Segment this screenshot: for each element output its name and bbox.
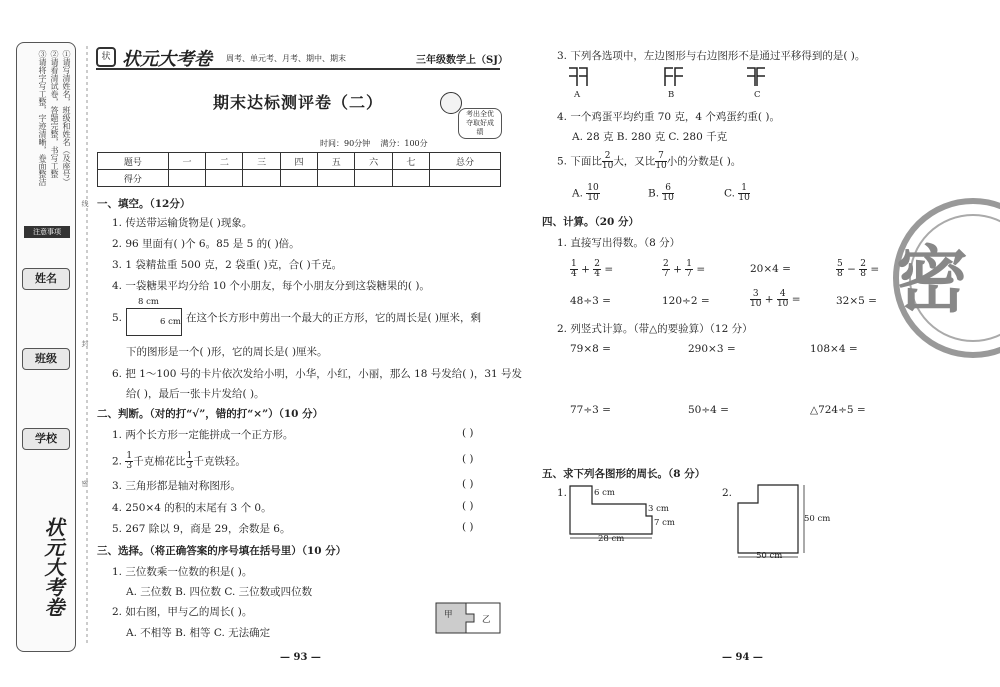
option-a-label: A — [574, 90, 581, 100]
calc-2: $\frac{2}{7}$ + $\frac{1}{7}$ = — [663, 259, 706, 279]
fraction: $\frac{1}{3}$ — [186, 451, 193, 471]
vertical-4: 77÷3 = — [570, 404, 611, 416]
option-c-figure — [747, 68, 765, 86]
q3-5-option-b: B. $\frac{6}{10}$ — [648, 183, 674, 203]
q2-2: 2. $\frac{1}{3}$ 千克棉花比 $\frac{1}{3}$ 千克铁轻。 — [112, 451, 246, 471]
q3-2-options: A. 不相等 B. 相等 C. 无法确定 — [126, 627, 271, 639]
option-b-figure — [665, 68, 683, 86]
exam-rules — [22, 50, 72, 230]
score-row — [98, 170, 501, 187]
rect-width-label: 8 cm — [138, 297, 159, 307]
seal-line-char-2: 封 — [81, 340, 89, 347]
school-field[interactable]: 学校 — [22, 428, 70, 450]
calc-1: $\frac{1}{4}$ + $\frac{2}{4}$ = — [571, 259, 614, 279]
q2-3: 3. 三角形都是轴对称图形。 — [112, 480, 241, 492]
q3-2: 2. 如右图，甲与乙的周长( )。 — [112, 606, 253, 618]
notice-label: 注意事项 — [24, 226, 70, 238]
class-field[interactable]: 班级 — [22, 348, 70, 370]
seal-line-char-3: 密 — [81, 480, 89, 487]
section-3-title: 三、选择。（将正确答案的序号填在括号里）（10 分） — [97, 545, 347, 557]
q3-4: 4. 一个鸡蛋平均约重 70 克，4 个鸡蛋约重( )。 — [557, 111, 780, 123]
q2-1: 1. 两个长方形一定能拼成一个正方形。 — [112, 429, 294, 441]
answer-paren[interactable]: ( ) — [462, 521, 474, 533]
seal-line-char-1: 线 — [81, 200, 89, 207]
section-4-title: 四、计算。（20 分） — [542, 216, 640, 228]
score-header: 三 — [243, 153, 280, 170]
q1-3: 3. 1 袋精盐重 500 克，2 袋重( )克，合( )千克。 — [112, 259, 343, 271]
brand-title: 状元大考卷 — [122, 49, 212, 70]
fraction: $\frac{1}{3}$ — [126, 451, 133, 471]
score-header: 一 — [168, 153, 205, 170]
sidebar-logo: 状元大考卷 — [41, 517, 65, 617]
q4-1: 1. 直接写出得数。（8 分） — [557, 237, 681, 249]
section-5-title: 五、求下列各图形的周长。（8 分） — [542, 468, 706, 480]
q1-4: 4. 一袋糖果平均分给 10 个小朋友，每个小朋友分到这袋糖果的( )。 — [112, 280, 430, 292]
calc-4: $\frac{5}{8}$ − $\frac{2}{8}$ = — [837, 259, 880, 279]
seal-character: 密 — [896, 237, 969, 322]
vertical-1: 79×8 = — [570, 343, 611, 355]
vertical-3: 108×4 = — [810, 343, 858, 355]
rect-height-label: 6 cm — [160, 317, 181, 327]
q1-5-text-b: 下的图形是一个( )形，它的周长是( )厘米。 — [126, 346, 328, 358]
figure-1-3cm: 3 cm — [648, 504, 669, 514]
exam-time: 时间：90分钟 满分：100分 — [320, 139, 428, 148]
option-a-figure — [569, 68, 587, 86]
q3-3: 3. 下列各选项中，左边图形与右边图形不是通过平移得到的是( )。 — [557, 50, 866, 62]
figure-2-width: 50 cm — [756, 551, 783, 561]
score-header: 五 — [318, 153, 355, 170]
calc-8: 32×5 = — [836, 295, 877, 307]
q3-5: 5. 下面比 $\frac{2}{10}$ 大，又比 $\frac{7}{10}$ 小的分数是( )。 — [557, 151, 742, 171]
q1-2: 2. 96 里面有( )个 6。85 是 5 的( )倍。 — [112, 238, 300, 250]
fraction: $\frac{7}{10}$ — [655, 151, 667, 171]
calc-3: 20×4 = — [750, 263, 791, 275]
rule-1: ①请写清姓名，班级和姓名（及座号） — [62, 50, 71, 186]
calc-5: 48÷3 = — [570, 295, 611, 307]
calc-7: $\frac{3}{10}$ + $\frac{4}{10}$ = — [750, 289, 801, 309]
q2-5: 5. 267 除以 9，商是 29，余数是 6。 — [112, 523, 291, 535]
q1-5-text-a: 在这个长方形中剪出一个最大的正方形，它的周长是( )厘米，剩 — [186, 312, 482, 324]
exam-title: 期末达标测评卷（二） — [212, 93, 383, 112]
figure-1-7cm: 7 cm — [654, 518, 675, 528]
figure-2-label: 2. — [722, 487, 733, 499]
figure-1-label: 1. — [557, 487, 568, 499]
q1-6-a: 6. 把 1～100 号的卡片依次发给小明，小华，小红，小丽，那么 18 号发给( )，31 号发 — [112, 368, 523, 380]
option-c-label: C — [754, 90, 761, 100]
score-table — [97, 152, 501, 187]
answer-paren[interactable]: ( ) — [462, 500, 474, 512]
vertical-2: 290×3 = — [688, 343, 736, 355]
section-1-title: 一、填空。（12分） — [97, 198, 191, 210]
jia-label: 甲 — [444, 610, 453, 620]
q1-6-b: 给( )，最后一张卡片发给( )。 — [126, 388, 265, 400]
q3-5-option-c: C. $\frac{1}{10}$ — [724, 183, 750, 203]
figure-1-28cm: 28 cm — [598, 534, 625, 544]
figure-2-height: 50 cm — [804, 514, 831, 524]
score-header-row — [98, 153, 501, 170]
score-header: 七 — [392, 153, 429, 170]
score-header: 总分 — [430, 153, 501, 170]
rule-2: ②请看清试卷，答题完整，书写工整 — [50, 50, 59, 178]
vertical-6: △724÷5 = — [810, 404, 866, 416]
page-number-left: — 93 — — [280, 652, 321, 663]
q2-4: 4. 250×4 的积的末尾有 3 个 0。 — [112, 502, 272, 514]
brand-subtitle: 周考、单元考、月考、期中、期末 — [226, 54, 346, 63]
answer-paren[interactable]: ( ) — [462, 478, 474, 490]
fraction: $\frac{10}{10}$ — [587, 183, 599, 203]
score-header: 二 — [206, 153, 243, 170]
q1-5-num: 5. — [112, 312, 123, 324]
figure-1-6cm: 6 cm — [594, 488, 615, 498]
answer-paren[interactable]: ( ) — [462, 453, 474, 465]
page-number-right: — 94 — — [722, 652, 763, 663]
section-2-title: 二、判断。（对的打“√”，错的打“×”）（10 分） — [97, 408, 324, 420]
score-header: 六 — [355, 153, 392, 170]
vertical-5: 50÷4 = — [688, 404, 729, 416]
answer-paren[interactable]: ( ) — [462, 427, 474, 439]
score-header: 四 — [280, 153, 317, 170]
q3-5-option-a: A. $\frac{10}{10}$ — [572, 183, 599, 203]
translation-figures — [567, 66, 807, 96]
name-field[interactable]: 姓名 — [22, 268, 70, 290]
yi-label: 乙 — [482, 615, 491, 625]
q1-1: 1. 传送带运输货物是( )现象。 — [112, 217, 253, 229]
fraction: $\frac{2}{10}$ — [601, 151, 614, 171]
rule-3: ③请将字写工整，字迹清晰，卷面整洁 — [38, 50, 47, 186]
mascot-tag: 考出全优 夺取好成绩 — [458, 108, 502, 139]
fraction: $\frac{6}{10}$ — [662, 183, 674, 203]
cut-line — [86, 46, 88, 646]
brand-icon: 状 — [96, 47, 116, 67]
q3-4-options: A. 28 克 B. 280 克 C. 280 千克 — [572, 131, 728, 143]
option-b-label: B — [668, 90, 675, 100]
q3-1: 1. 三位数乘一位数的积是( )。 — [112, 566, 253, 578]
grade-label: 三年级数学上（SJ） — [416, 55, 508, 66]
q3-1-options: A. 三位数 B. 四位数 C. 三位数或四位数 — [126, 586, 313, 598]
score-header: 题号 — [98, 153, 169, 170]
fraction: $\frac{1}{10}$ — [738, 183, 750, 203]
calc-6: 120÷2 = — [662, 295, 710, 307]
q4-2: 2. 列竖式计算。（带△的要验算）（12 分） — [557, 323, 753, 335]
score-row-label: 得分 — [98, 170, 169, 187]
